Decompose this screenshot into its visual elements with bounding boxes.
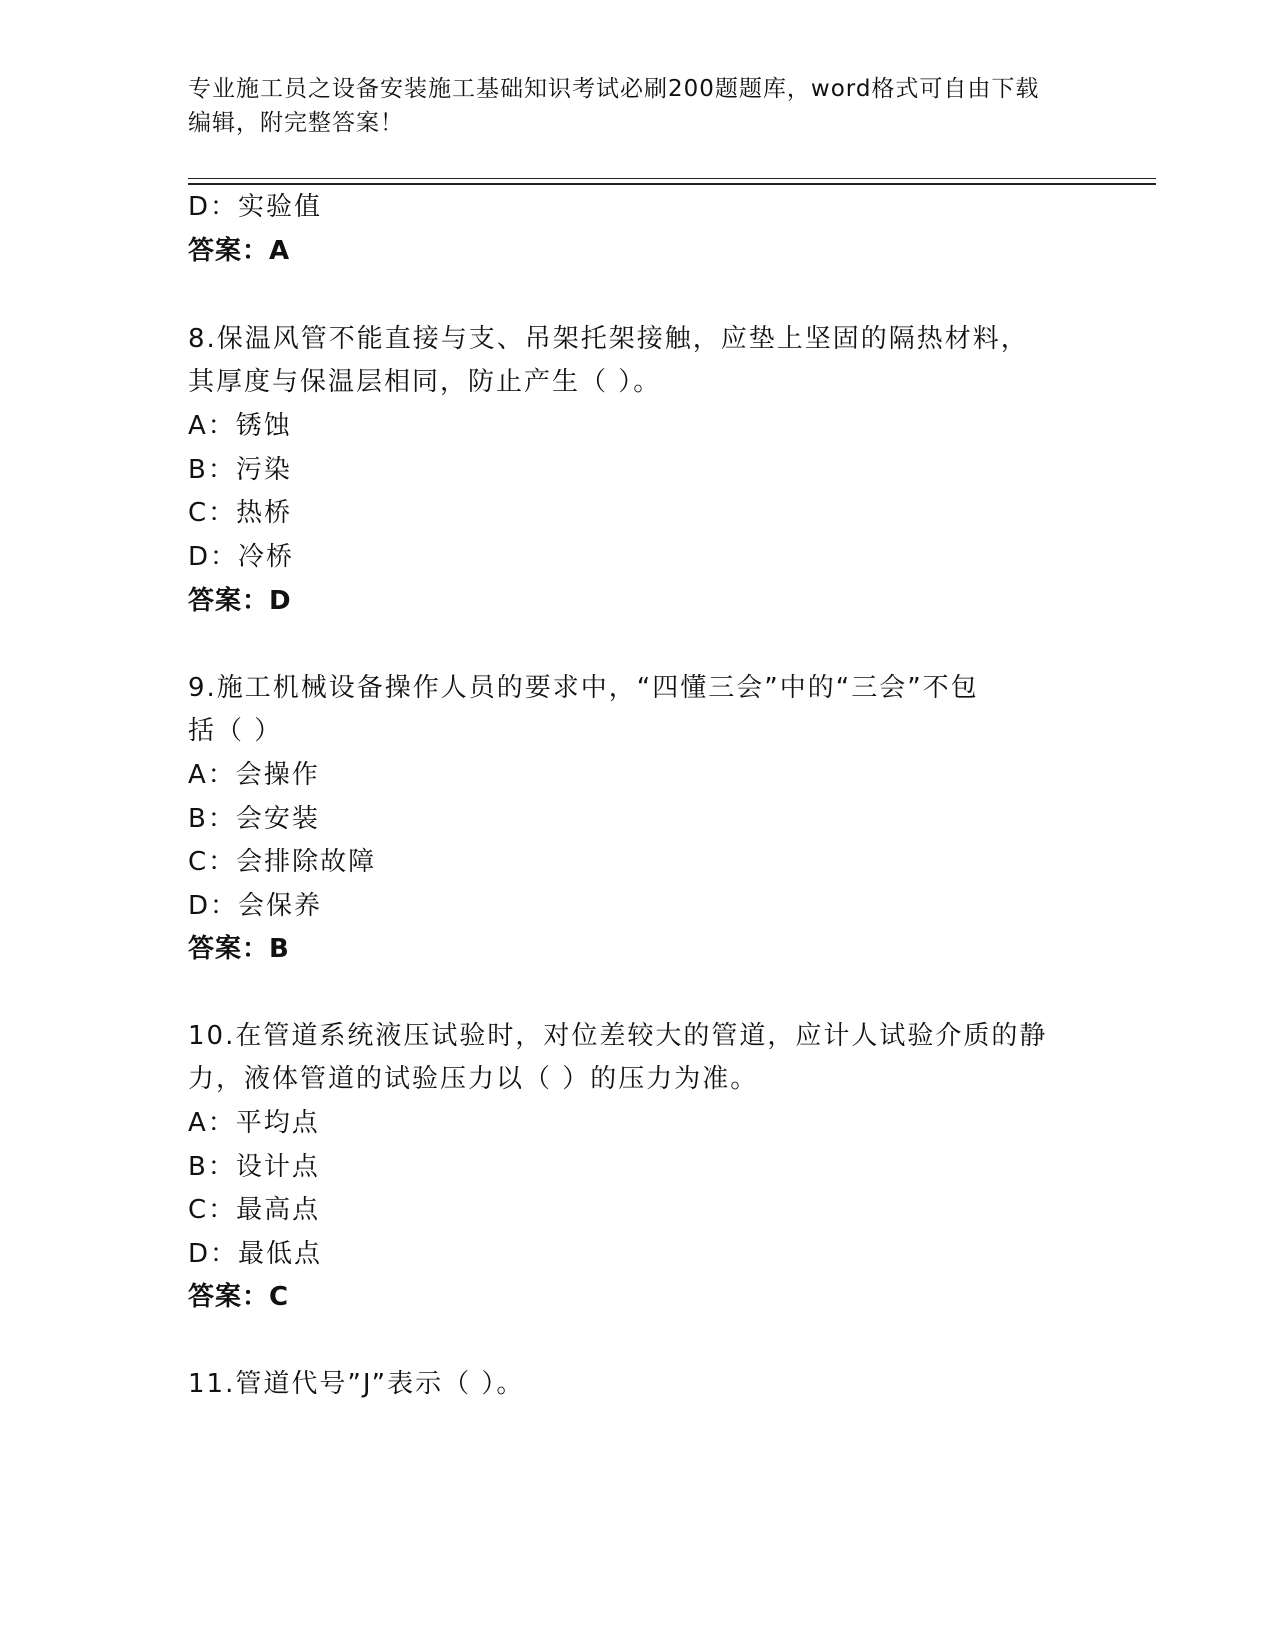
header-divider-thick: [188, 183, 1156, 185]
q9-stem-line-1: 9.施工机械设备操作人员的要求中，“四懂三会”中的“三会”不包: [188, 673, 979, 703]
q8-stem-line-2: 其厚度与保温层相同，防止产生（ ）。: [188, 367, 662, 397]
q10-option-a: A：平均点: [188, 1108, 320, 1138]
q7-answer: 答案：A: [188, 236, 291, 266]
q9-answer: 答案：B: [188, 934, 290, 964]
q10-answer: 答案：C: [188, 1282, 290, 1312]
q8-stem-line-1: 8.保温风管不能直接与支、吊架托架接触，应垫上坚固的隔热材料，: [188, 324, 1029, 354]
header-line-1: 专业施工员之设备安装施工基础知识考试必刷200题题库，word格式可自由下载: [188, 76, 1040, 102]
header-divider-thin: [188, 178, 1156, 179]
q11-stem-line-1: 11.管道代号”J”表示（ ）。: [188, 1369, 525, 1399]
q9-option-a: A：会操作: [188, 760, 320, 790]
q10-option-c: C：最高点: [188, 1195, 321, 1225]
q8-answer: 答案：D: [188, 586, 292, 616]
q8-option-b: B：污染: [188, 455, 292, 485]
q10-stem-line-1: 10.在管道系统液压试验时，对位差较大的管道，应计人试验介质的静: [188, 1021, 1048, 1051]
q8-option-a: A：锈蚀: [188, 411, 292, 441]
q9-stem-line-2: 括（ ）: [188, 716, 283, 746]
q10-stem-line-2: 力，液体管道的试验压力以（ ）的压力为准。: [188, 1064, 759, 1094]
q7-option-d: D：实验值: [188, 192, 323, 222]
q8-option-d: D：冷桥: [188, 542, 295, 572]
document-header: [188, 72, 1088, 140]
header-line-2: 编辑，附完整答案！: [188, 110, 404, 136]
q9-option-b: B：会安装: [188, 804, 320, 834]
q9-option-d: D：会保养: [188, 891, 323, 921]
q8-option-c: C：热桥: [188, 498, 293, 528]
q9-option-c: C：会排除故障: [188, 847, 377, 877]
q10-option-b: B：设计点: [188, 1152, 320, 1182]
q10-option-d: D：最低点: [188, 1239, 323, 1269]
